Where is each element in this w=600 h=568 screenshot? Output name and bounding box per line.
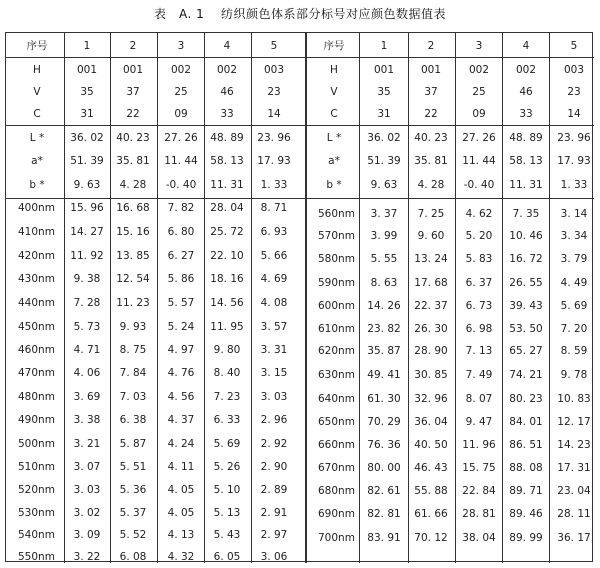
column-divider: [455, 33, 456, 563]
wavelength-label: 410nm: [18, 226, 55, 238]
reflectance-value: 14. 23: [557, 439, 591, 451]
header-index: 序号: [323, 40, 345, 52]
reflectance-value: 3. 09: [73, 529, 101, 541]
reflectance-value: 3. 14: [560, 208, 588, 220]
header-cell: 2: [129, 40, 137, 52]
reflectance-value: 2. 90: [260, 461, 288, 473]
reflectance-value: 9. 47: [465, 416, 493, 428]
hvc-row-value: 22: [126, 108, 140, 120]
reflectance-value: 4. 37: [167, 414, 195, 426]
header-cell: 1: [83, 40, 91, 52]
reflectance-value: 89. 46: [509, 508, 543, 520]
reflectance-value: 3. 03: [73, 484, 101, 496]
lab-row-value: 1. 33: [260, 179, 288, 191]
reflectance-value: 16. 68: [116, 202, 150, 214]
reflectance-value: 5. 20: [465, 230, 493, 242]
reflectance-value: 9. 60: [417, 230, 445, 242]
reflectance-value: 15. 96: [70, 202, 104, 214]
reflectance-value: 6. 37: [465, 277, 493, 289]
column-divider: [251, 33, 252, 563]
column-divider: [359, 33, 360, 563]
wavelength-label: 580nm: [318, 253, 355, 265]
reflectance-value: 7. 28: [73, 297, 101, 309]
reflectance-value: 5. 57: [167, 297, 195, 309]
reflectance-value: 5. 69: [560, 300, 588, 312]
wavelength-label: 450nm: [18, 321, 55, 333]
reflectance-value: 14. 26: [367, 300, 401, 312]
reflectance-value: 7. 25: [417, 208, 445, 220]
wavelength-label: 470nm: [18, 367, 55, 379]
hvc-row-value: 31: [377, 108, 391, 120]
hvc-row-value: 001: [76, 64, 98, 76]
lab-row-value: 51. 39: [70, 155, 104, 167]
reflectance-value: 49. 41: [367, 369, 401, 381]
reflectance-value: 4. 97: [167, 344, 195, 356]
hvc-row-value: 33: [519, 108, 533, 120]
reflectance-value: 4. 05: [167, 484, 195, 496]
reflectance-value: 5. 51: [119, 461, 147, 473]
hvc-row-value: 003: [563, 64, 585, 76]
reflectance-value: 53. 50: [509, 323, 543, 335]
reflectance-value: 7. 23: [213, 391, 241, 403]
lab-row-value: 27. 26: [164, 132, 198, 144]
lab-row-value: -0. 40: [165, 179, 197, 191]
lab-row-label: a*: [31, 155, 43, 167]
reflectance-value: 65. 27: [509, 345, 543, 357]
lab-row-value: 58. 13: [509, 155, 543, 167]
reflectance-value: 7. 82: [167, 202, 195, 214]
reflectance-value: 23. 82: [367, 323, 401, 335]
lab-row-value: 4. 28: [417, 179, 445, 191]
reflectance-value: 3. 22: [73, 551, 101, 563]
lab-row-value: 1. 33: [560, 179, 588, 191]
hvc-row-label: C: [33, 108, 41, 120]
hvc-row-value: 46: [519, 86, 533, 98]
lab-row-value: -0. 40: [463, 179, 495, 191]
reflectance-value: 3. 38: [73, 414, 101, 426]
reflectance-value: 4. 06: [73, 367, 101, 379]
reflectance-value: 9. 38: [73, 273, 101, 285]
lab-row-value: 17. 93: [557, 155, 591, 167]
reflectance-value: 5. 24: [167, 321, 195, 333]
reflectance-value: 15. 16: [116, 226, 150, 238]
column-divider: [110, 33, 111, 563]
reflectance-value: 22. 10: [210, 250, 244, 262]
lab-row-value: 23. 96: [257, 132, 291, 144]
reflectance-value: 46. 43: [414, 462, 448, 474]
reflectance-value: 5. 69: [213, 438, 241, 450]
lab-row-value: 4. 28: [119, 179, 147, 191]
reflectance-value: 3. 37: [370, 208, 398, 220]
lab-row-value: 51. 39: [367, 155, 401, 167]
lab-row-label: L *: [326, 132, 342, 144]
wavelength-label: 590nm: [318, 277, 355, 289]
reflectance-value: 70. 12: [414, 532, 448, 544]
wavelength-label: 500nm: [18, 438, 55, 450]
reflectance-value: 23. 04: [557, 485, 591, 497]
reflectance-value: 89. 99: [509, 532, 543, 544]
header-cell: 2: [427, 40, 435, 52]
reflectance-value: 70. 29: [367, 416, 401, 428]
reflectance-value: 5. 66: [260, 250, 288, 262]
reflectance-value: 3. 57: [260, 321, 288, 333]
reflectance-value: 5. 10: [213, 484, 241, 496]
reflectance-value: 6. 38: [119, 414, 147, 426]
reflectance-value: 5. 87: [119, 438, 147, 450]
hvc-row-value: 09: [472, 108, 486, 120]
reflectance-value: 6. 93: [260, 226, 288, 238]
wavelength-label: 570nm: [318, 230, 355, 242]
reflectance-value: 3. 15: [260, 367, 288, 379]
hvc-row-label: V: [330, 86, 338, 98]
reflectance-value: 5. 83: [465, 253, 493, 265]
reflectance-value: 4. 56: [167, 391, 195, 403]
reflectance-value: 14. 27: [70, 226, 104, 238]
hvc-row-value: 14: [267, 108, 281, 120]
wavelength-label: 440nm: [18, 297, 55, 309]
hvc-row-value: 46: [220, 86, 234, 98]
half-divider: [305, 33, 307, 563]
reflectance-value: 5. 13: [213, 507, 241, 519]
reflectance-value: 4. 69: [260, 273, 288, 285]
reflectance-value: 80. 23: [509, 393, 543, 405]
reflectance-value: 3. 99: [370, 230, 398, 242]
wavelength-label: 670nm: [318, 462, 355, 474]
column-divider: [204, 33, 205, 563]
row-divider: [6, 198, 594, 199]
reflectance-value: 6. 73: [465, 300, 493, 312]
reflectance-value: 86. 51: [509, 439, 543, 451]
wavelength-label: 650nm: [318, 416, 355, 428]
reflectance-value: 10. 83: [557, 393, 591, 405]
wavelength-label: 640nm: [318, 393, 355, 405]
reflectance-value: 8. 75: [119, 344, 147, 356]
row-divider: [6, 125, 594, 126]
wavelength-label: 600nm: [318, 300, 355, 312]
reflectance-value: 6. 08: [119, 551, 147, 563]
reflectance-value: 5. 36: [119, 484, 147, 496]
lab-row-value: 11. 44: [164, 155, 198, 167]
reflectance-value: 13. 85: [116, 250, 150, 262]
header-cell: 5: [570, 40, 578, 52]
hvc-row-value: 003: [263, 64, 285, 76]
reflectance-value: 5. 55: [370, 253, 398, 265]
reflectance-value: 2. 97: [260, 529, 288, 541]
wavelength-label: 660nm: [318, 439, 355, 451]
header-cell: 3: [475, 40, 483, 52]
reflectance-value: 4. 11: [167, 461, 195, 473]
hvc-row-value: 37: [424, 86, 438, 98]
wavelength-label: 460nm: [18, 344, 55, 356]
reflectance-value: 4. 08: [260, 297, 288, 309]
wavelength-label: 680nm: [318, 485, 355, 497]
reflectance-value: 28. 90: [414, 345, 448, 357]
reflectance-value: 18. 16: [210, 273, 244, 285]
reflectance-value: 7. 49: [465, 369, 493, 381]
wavelength-label: 530nm: [18, 507, 55, 519]
color-data-table: [5, 32, 593, 562]
reflectance-value: 6. 80: [167, 226, 195, 238]
lab-row-value: 11. 31: [509, 179, 543, 191]
reflectance-value: 7. 03: [119, 391, 147, 403]
reflectance-value: 11. 23: [116, 297, 150, 309]
lab-row-value: 48. 89: [509, 132, 543, 144]
lab-row-value: 36. 02: [367, 132, 401, 144]
reflectance-value: 7. 20: [560, 323, 588, 335]
reflectance-value: 35. 87: [367, 345, 401, 357]
reflectance-value: 22. 84: [462, 485, 496, 497]
hvc-row-value: 001: [122, 64, 144, 76]
reflectance-value: 16. 72: [509, 253, 543, 265]
reflectance-value: 25. 72: [210, 226, 244, 238]
reflectance-value: 11. 96: [462, 439, 496, 451]
lab-row-value: 11. 31: [210, 179, 244, 191]
hvc-row-value: 002: [216, 64, 238, 76]
reflectance-value: 12. 17: [557, 416, 591, 428]
reflectance-value: 3. 03: [260, 391, 288, 403]
reflectance-value: 4. 49: [560, 277, 588, 289]
reflectance-value: 88. 08: [509, 462, 543, 474]
wavelength-label: 490nm: [18, 414, 55, 426]
reflectance-value: 3. 69: [73, 391, 101, 403]
lab-row-label: L *: [29, 132, 45, 144]
column-divider: [549, 33, 550, 563]
reflectance-value: 17. 31: [557, 462, 591, 474]
hvc-row-label: H: [33, 64, 41, 76]
wavelength-label: 400nm: [18, 202, 55, 214]
hvc-row-value: 22: [424, 108, 438, 120]
reflectance-value: 5. 43: [213, 529, 241, 541]
hvc-row-value: 25: [472, 86, 486, 98]
wavelength-label: 700nm: [318, 532, 355, 544]
reflectance-value: 5. 52: [119, 529, 147, 541]
reflectance-value: 4. 32: [167, 551, 195, 563]
column-divider: [408, 33, 409, 563]
reflectance-value: 7. 13: [465, 345, 493, 357]
lab-row-value: 9. 63: [370, 179, 398, 191]
lab-row-value: 40. 23: [414, 132, 448, 144]
reflectance-value: 32. 96: [414, 393, 448, 405]
header-cell: 4: [223, 40, 231, 52]
reflectance-value: 5. 26: [213, 461, 241, 473]
reflectance-value: 61. 30: [367, 393, 401, 405]
reflectance-value: 82. 81: [367, 508, 401, 520]
hvc-row-value: 31: [80, 108, 94, 120]
lab-row-value: 40. 23: [116, 132, 150, 144]
wavelength-label: 550nm: [18, 551, 55, 563]
reflectance-value: 15. 75: [462, 462, 496, 474]
reflectance-value: 4. 62: [465, 208, 493, 220]
wavelength-label: 480nm: [18, 391, 55, 403]
wavelength-label: 510nm: [18, 461, 55, 473]
hvc-row-value: 23: [567, 86, 581, 98]
reflectance-value: 6. 05: [213, 551, 241, 563]
lab-row-value: 35. 81: [414, 155, 448, 167]
hvc-row-label: V: [33, 86, 41, 98]
reflectance-value: 3. 31: [260, 344, 288, 356]
reflectance-value: 7. 35: [512, 208, 540, 220]
reflectance-value: 5. 73: [73, 321, 101, 333]
reflectance-value: 30. 85: [414, 369, 448, 381]
hvc-row-value: 33: [220, 108, 234, 120]
reflectance-value: 11. 92: [70, 250, 104, 262]
reflectance-value: 6. 33: [213, 414, 241, 426]
reflectance-value: 8. 07: [465, 393, 493, 405]
wavelength-label: 690nm: [318, 508, 355, 520]
reflectance-value: 40. 50: [414, 439, 448, 451]
reflectance-value: 10. 46: [509, 230, 543, 242]
reflectance-value: 5. 86: [167, 273, 195, 285]
hvc-row-value: 35: [80, 86, 94, 98]
reflectance-value: 36. 04: [414, 416, 448, 428]
reflectance-value: 4. 05: [167, 507, 195, 519]
reflectance-value: 4. 13: [167, 529, 195, 541]
reflectance-value: 14. 56: [210, 297, 244, 309]
reflectance-value: 5. 37: [119, 507, 147, 519]
reflectance-value: 7. 84: [119, 367, 147, 379]
lab-row-value: 11. 44: [462, 155, 496, 167]
reflectance-value: 76. 36: [367, 439, 401, 451]
reflectance-value: 61. 66: [414, 508, 448, 520]
reflectance-value: 82. 61: [367, 485, 401, 497]
reflectance-value: 2. 96: [260, 414, 288, 426]
column-divider: [502, 33, 503, 563]
wavelength-label: 540nm: [18, 529, 55, 541]
reflectance-value: 4. 76: [167, 367, 195, 379]
hvc-row-value: 35: [377, 86, 391, 98]
header-cell: 4: [522, 40, 530, 52]
lab-row-value: 58. 13: [210, 155, 244, 167]
wavelength-label: 620nm: [318, 345, 355, 357]
reflectance-value: 26. 30: [414, 323, 448, 335]
reflectance-value: 4. 24: [167, 438, 195, 450]
reflectance-value: 83. 91: [367, 532, 401, 544]
header-cell: 1: [380, 40, 388, 52]
reflectance-value: 6. 98: [465, 323, 493, 335]
reflectance-value: 9. 78: [560, 369, 588, 381]
reflectance-value: 28. 81: [462, 508, 496, 520]
wavelength-label: 630nm: [318, 369, 355, 381]
reflectance-value: 3. 21: [73, 438, 101, 450]
header-cell: 5: [270, 40, 278, 52]
reflectance-value: 8. 59: [560, 345, 588, 357]
reflectance-value: 13. 24: [414, 253, 448, 265]
reflectance-value: 55. 88: [414, 485, 448, 497]
reflectance-value: 8. 40: [213, 367, 241, 379]
reflectance-value: 4. 71: [73, 344, 101, 356]
hvc-row-value: 002: [515, 64, 537, 76]
wavelength-label: 520nm: [18, 484, 55, 496]
reflectance-value: 11. 95: [210, 321, 244, 333]
reflectance-value: 8. 71: [260, 202, 288, 214]
reflectance-value: 39. 43: [509, 300, 543, 312]
wavelength-label: 420nm: [18, 250, 55, 262]
lab-row-value: 17. 93: [257, 155, 291, 167]
hvc-row-value: 002: [468, 64, 490, 76]
table-caption: 表 A. 1 纺织颜色体系部分标号对应颜色数据值表: [153, 7, 447, 21]
reflectance-value: 12. 54: [116, 273, 150, 285]
reflectance-value: 36. 17: [557, 532, 591, 544]
lab-row-value: 36. 02: [70, 132, 104, 144]
header-index: 序号: [26, 40, 48, 52]
reflectance-value: 3. 79: [560, 253, 588, 265]
reflectance-value: 28. 04: [210, 202, 244, 214]
hvc-row-value: 14: [567, 108, 581, 120]
wavelength-label: 560nm: [318, 208, 355, 220]
lab-row-label: b *: [29, 179, 45, 191]
reflectance-value: 28. 11: [557, 508, 591, 520]
reflectance-value: 2. 89: [260, 484, 288, 496]
lab-row-label: a*: [328, 155, 340, 167]
lab-row-value: 23. 96: [557, 132, 591, 144]
column-divider: [157, 33, 158, 563]
reflectance-value: 2. 92: [260, 438, 288, 450]
hvc-row-value: 09: [174, 108, 188, 120]
reflectance-value: 3. 06: [260, 551, 288, 563]
reflectance-value: 3. 34: [560, 230, 588, 242]
reflectance-value: 17. 68: [414, 277, 448, 289]
hvc-row-value: 23: [267, 86, 281, 98]
reflectance-value: 2. 91: [260, 507, 288, 519]
hvc-row-label: C: [330, 108, 338, 120]
column-divider: [64, 33, 65, 563]
reflectance-value: 6. 27: [167, 250, 195, 262]
lab-row-value: 48. 89: [210, 132, 244, 144]
wavelength-label: 610nm: [318, 323, 355, 335]
reflectance-value: 3. 02: [73, 507, 101, 519]
reflectance-value: 26. 55: [509, 277, 543, 289]
reflectance-value: 89. 71: [509, 485, 543, 497]
hvc-row-value: 001: [420, 64, 442, 76]
lab-row-value: 9. 63: [73, 179, 101, 191]
reflectance-value: 9. 80: [213, 344, 241, 356]
lab-row-value: 35. 81: [116, 155, 150, 167]
lab-row-value: 27. 26: [462, 132, 496, 144]
hvc-row-label: H: [330, 64, 338, 76]
hvc-row-value: 37: [126, 86, 140, 98]
reflectance-value: 9. 93: [119, 321, 147, 333]
reflectance-value: 74. 21: [509, 369, 543, 381]
wavelength-label: 430nm: [18, 273, 55, 285]
reflectance-value: 3. 07: [73, 461, 101, 473]
reflectance-value: 38. 04: [462, 532, 496, 544]
header-cell: 3: [177, 40, 185, 52]
hvc-row-value: 25: [174, 86, 188, 98]
hvc-row-value: 001: [373, 64, 395, 76]
reflectance-value: 8. 63: [370, 277, 398, 289]
row-divider: [6, 57, 594, 58]
reflectance-value: 22. 37: [414, 300, 448, 312]
reflectance-value: 84. 01: [509, 416, 543, 428]
lab-row-label: b *: [326, 179, 342, 191]
hvc-row-value: 002: [170, 64, 192, 76]
reflectance-value: 80. 00: [367, 462, 401, 474]
